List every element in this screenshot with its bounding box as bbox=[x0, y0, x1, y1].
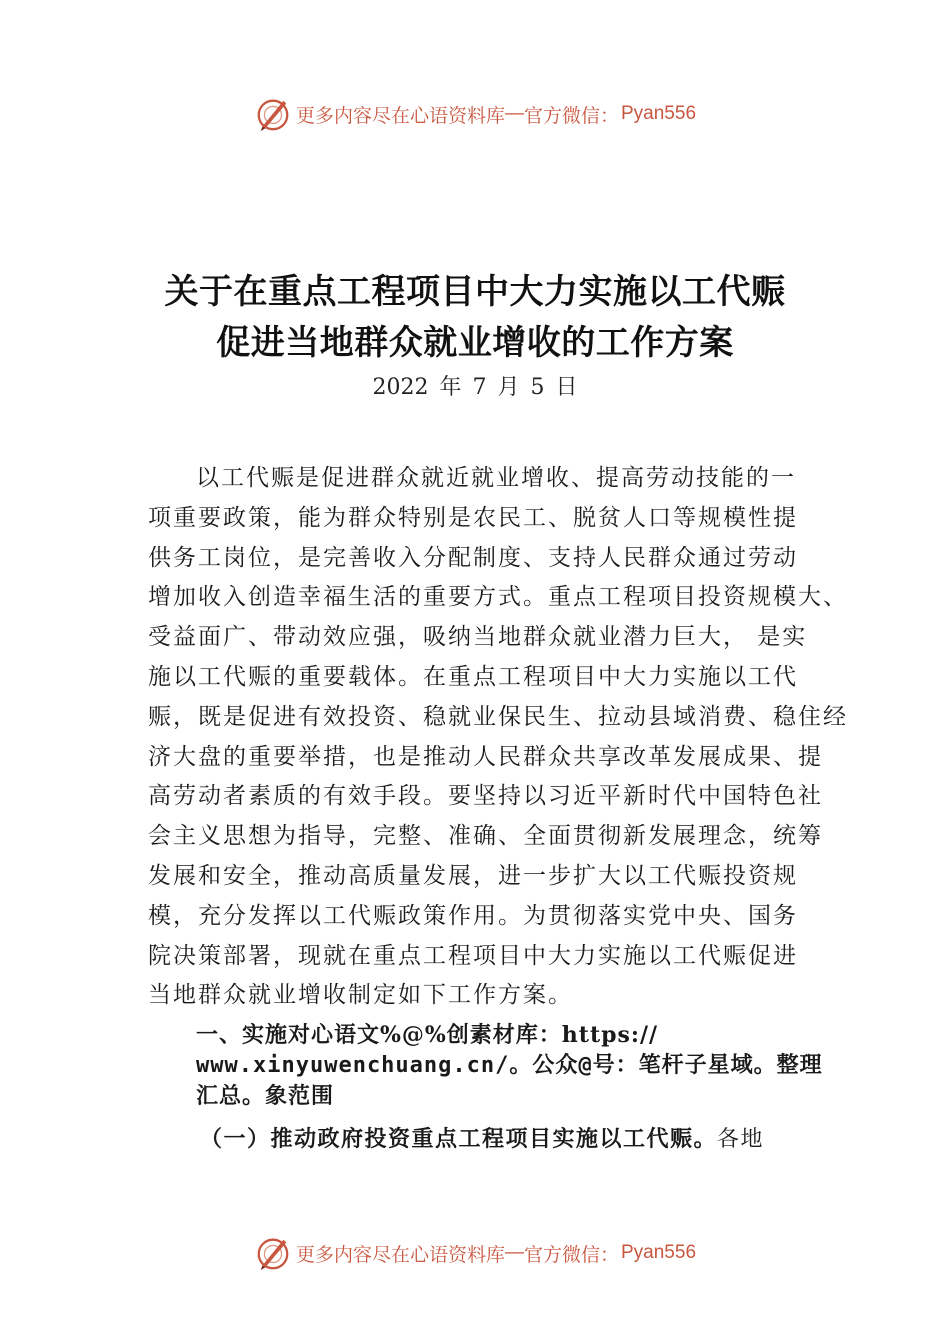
body-line: 院决策部署，现就在重点工程项目中大力实施以工代赈促进 bbox=[148, 942, 798, 969]
body-line: 济大盘的重要举措，也是推动人民群众共享改革发展成果、提 bbox=[148, 743, 823, 770]
banner-wechat-label: 官方微信： bbox=[523, 1243, 619, 1266]
banner-wechat-label: 官方微信： bbox=[523, 104, 619, 127]
body-line: 模，充分发挥以工代赈政策作用。为贯彻落实党中央、国务 bbox=[148, 902, 798, 929]
body-line: 高劳动者素质的有效手段。要坚持以习近平新时代中国特色社 bbox=[148, 783, 823, 810]
banner-account: Pyan556 bbox=[621, 103, 697, 124]
banner-account: Pyan556 bbox=[621, 1242, 697, 1263]
pen-logo-icon bbox=[254, 1234, 292, 1272]
body-line: 施以工代赈的重要载体。在重点工程项目中大力实施以工代 bbox=[148, 663, 798, 690]
banner-text: 更多内容尽在心语资料库 bbox=[295, 1243, 505, 1266]
body-line: 会主义思想为指导，完整、准确、全面贯彻新发展理念，统筹 bbox=[148, 823, 823, 850]
section-heading-line-1: 一、实施对心语文%@%创素材库：https:// bbox=[196, 1022, 659, 1048]
document-date: 2022 年 7 月 5 日 bbox=[372, 375, 578, 400]
subsection-heading: （一）推动政府投资重点工程项目实施以工代赈。 bbox=[200, 1126, 718, 1152]
body-line: 供务工岗位，是完善收入分配制度、支持人民群众通过劳动 bbox=[148, 544, 798, 571]
banner-separator: — bbox=[504, 1242, 524, 1263]
header-banner bbox=[0, 94, 950, 134]
body-line: 发展和安全，推动高质量发展，进一步扩大以工代赈投资规 bbox=[148, 862, 798, 889]
subsection-text: 各地 bbox=[717, 1127, 765, 1152]
subsection-line bbox=[200, 1122, 840, 1153]
banner-text: 更多内容尽在心语资料库 bbox=[295, 104, 505, 127]
pen-logo-icon bbox=[254, 95, 292, 133]
section-heading-line-3: 汇总。象范围 bbox=[196, 1083, 335, 1109]
body-line: 增加收入创造幸福生活的重要方式。重点工程项目投资规模大、 bbox=[148, 584, 848, 611]
section-heading-line-2: www.xinyuwenchuang.cn/。公众@号：笔杆子星域。整理 bbox=[196, 1052, 823, 1078]
body-line: 受益面广、带动效应强，吸纳当地群众就业潜力巨大， 是实 bbox=[148, 624, 808, 651]
body-line: 项重要政策，能为群众特别是农民工、脱贫人口等规模性提 bbox=[148, 504, 798, 531]
section-heading bbox=[196, 1020, 856, 1112]
document-title-line-2: 促进当地群众就业增收的工作方案 bbox=[216, 323, 734, 363]
body-line: 当地群众就业增收制定如下工作方案。 bbox=[148, 982, 573, 1009]
document-title-line-1: 关于在重点工程项目中大力实施以工代赈 bbox=[164, 272, 786, 312]
footer-banner bbox=[0, 1233, 950, 1273]
body-line: 以工代赈是促进群众就近就业增收、提高劳动技能的一 bbox=[196, 465, 796, 491]
body-line: 赈，既是促进有效投资、稳就业保民生、拉动县域消费、稳住经 bbox=[148, 703, 848, 730]
banner-separator: — bbox=[504, 103, 524, 124]
body-paragraph bbox=[148, 459, 848, 1016]
